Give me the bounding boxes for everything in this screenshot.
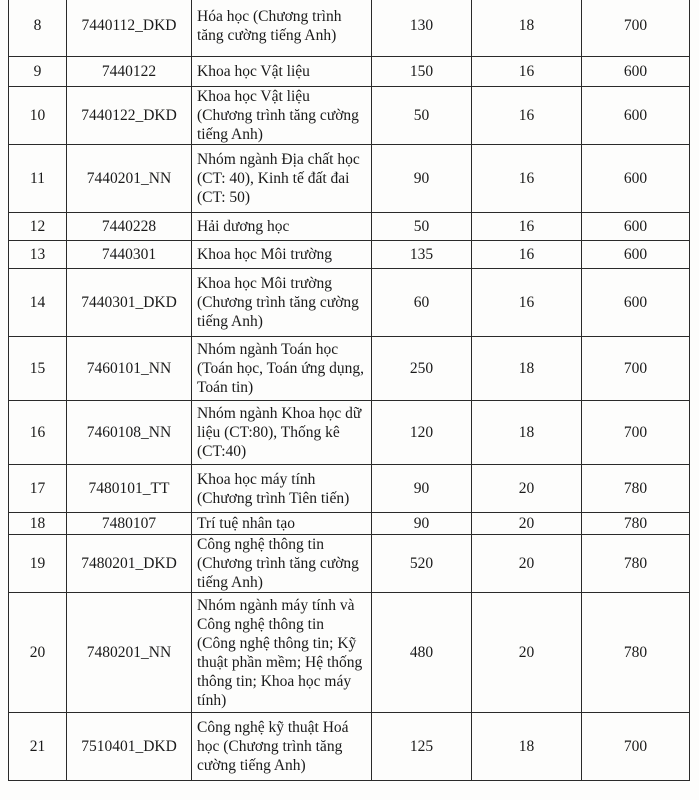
quota: 90 xyxy=(413,515,430,532)
min-score-cell xyxy=(472,535,582,593)
major-name: Khoa học máy tính (Chương trình Tiên tiến) xyxy=(197,470,350,507)
min-score: 16 xyxy=(518,246,535,263)
min-score-cell xyxy=(472,213,582,241)
major-name: Khoa học Môi trường xyxy=(197,246,332,263)
quota-cell xyxy=(372,465,472,513)
quota: 50 xyxy=(413,218,430,235)
major-code: 7440301 xyxy=(101,246,157,263)
fee-cell xyxy=(582,465,690,513)
table-row xyxy=(9,0,690,57)
table-row xyxy=(9,535,690,593)
quota: 135 xyxy=(409,246,434,263)
row-number-cell xyxy=(9,713,67,781)
major-code-cell xyxy=(67,513,192,535)
quota: 90 xyxy=(413,170,430,187)
min-score: 20 xyxy=(518,555,535,572)
table-row xyxy=(9,145,690,213)
fee-cell xyxy=(582,513,690,535)
quota: 90 xyxy=(413,480,430,497)
min-score: 18 xyxy=(518,738,535,755)
row-number: 9 xyxy=(33,63,42,80)
min-score-cell xyxy=(472,57,582,87)
major-name-cell xyxy=(192,593,372,713)
quota: 480 xyxy=(409,644,434,661)
major-name-cell xyxy=(192,145,372,213)
quota: 250 xyxy=(409,360,434,377)
fee-cell xyxy=(582,57,690,87)
major-name: Công nghệ thông tin (Chương trình tăng cường tiếng Anh) xyxy=(197,536,359,591)
row-number: 8 xyxy=(33,17,42,34)
major-name-cell xyxy=(192,0,372,57)
row-number: 21 xyxy=(29,738,46,755)
row-number-cell xyxy=(9,269,67,337)
fee: 780 xyxy=(623,555,648,572)
row-number-cell xyxy=(9,145,67,213)
min-score: 20 xyxy=(518,480,535,497)
fee: 780 xyxy=(623,515,648,532)
fee-cell xyxy=(582,241,690,269)
min-score-cell xyxy=(472,337,582,401)
row-number: 19 xyxy=(29,555,46,572)
fee: 700 xyxy=(623,424,648,441)
major-code-cell xyxy=(67,145,192,213)
row-number-cell xyxy=(9,87,67,145)
admissions-table xyxy=(8,0,690,781)
fee-cell xyxy=(582,213,690,241)
row-number-cell xyxy=(9,535,67,593)
quota-cell xyxy=(372,145,472,213)
quota-cell xyxy=(372,87,472,145)
row-number-cell xyxy=(9,241,67,269)
major-name: Khoa học Vật liệu xyxy=(197,63,310,80)
fee: 700 xyxy=(623,17,648,34)
row-number-cell xyxy=(9,57,67,87)
major-code-cell xyxy=(67,535,192,593)
quota: 125 xyxy=(409,738,434,755)
row-number: 11 xyxy=(30,170,45,187)
fee: 600 xyxy=(623,218,648,235)
row-number-cell xyxy=(9,513,67,535)
fee-cell xyxy=(582,87,690,145)
major-name-cell xyxy=(192,465,372,513)
row-number: 15 xyxy=(29,360,46,377)
major-code-cell xyxy=(67,57,192,87)
min-score-cell xyxy=(472,713,582,781)
table-body xyxy=(9,0,690,781)
major-name-cell xyxy=(192,535,372,593)
major-name: Hóa học (Chương trình tăng cường tiếng Anh) xyxy=(197,7,342,44)
row-number-cell xyxy=(9,465,67,513)
min-score-cell xyxy=(472,87,582,145)
major-code: 7440301_DKD xyxy=(81,294,177,311)
major-code: 7440112_DKD xyxy=(81,17,177,34)
major-code-cell xyxy=(67,87,192,145)
major-code-cell xyxy=(67,465,192,513)
fee-cell xyxy=(582,145,690,213)
quota-cell xyxy=(372,241,472,269)
major-code-cell xyxy=(67,269,192,337)
table-row xyxy=(9,593,690,713)
major-name: Khoa học Vật liệu (Chương trình tăng cường tiếng Anh) xyxy=(197,88,359,143)
row-number-cell xyxy=(9,593,67,713)
quota-cell xyxy=(372,535,472,593)
major-code: 7480107 xyxy=(101,515,157,532)
min-score-cell xyxy=(472,513,582,535)
major-name-cell xyxy=(192,87,372,145)
fee-cell xyxy=(582,0,690,57)
row-number: 20 xyxy=(29,644,46,661)
quota-cell xyxy=(372,401,472,465)
major-code: 7460108_NN xyxy=(86,424,172,441)
major-name: Nhóm ngành Địa chất học (CT: 40), Kinh tế đất đai (CT: 50) xyxy=(197,151,360,206)
min-score-cell xyxy=(472,145,582,213)
min-score: 20 xyxy=(518,644,535,661)
min-score-cell xyxy=(472,593,582,713)
row-number: 16 xyxy=(29,424,46,441)
major-code-cell xyxy=(67,241,192,269)
fee: 600 xyxy=(623,294,648,311)
table-row xyxy=(9,87,690,145)
quota-cell xyxy=(372,337,472,401)
row-number: 14 xyxy=(29,294,46,311)
major-code: 7460101_NN xyxy=(86,360,172,377)
major-code: 7480201_DKD xyxy=(81,555,177,572)
major-code: 7440228 xyxy=(101,218,157,235)
major-code-cell xyxy=(67,213,192,241)
row-number: 12 xyxy=(29,218,46,235)
major-code: 7510401_DKD xyxy=(81,738,177,755)
min-score-cell xyxy=(472,269,582,337)
table-row xyxy=(9,465,690,513)
fee: 780 xyxy=(623,480,648,497)
major-code: 7440122_DKD xyxy=(81,107,177,124)
major-code: 7480201_NN xyxy=(86,644,172,661)
major-name-cell xyxy=(192,513,372,535)
quota-cell xyxy=(372,213,472,241)
min-score-cell xyxy=(472,241,582,269)
quota-cell xyxy=(372,269,472,337)
quota-cell xyxy=(372,593,472,713)
min-score: 20 xyxy=(518,515,535,532)
table-row xyxy=(9,337,690,401)
major-name: Nhóm ngành Toán học (Toán học, Toán ứng dụng, Toán tin) xyxy=(197,341,364,396)
min-score: 18 xyxy=(518,424,535,441)
major-name: Hải dương học xyxy=(197,218,290,235)
fee: 700 xyxy=(623,738,648,755)
major-name: Khoa học Môi trường (Chương trình tăng cường tiếng Anh) xyxy=(197,275,359,330)
quota: 50 xyxy=(413,107,430,124)
row-number: 18 xyxy=(29,515,46,532)
min-score-cell xyxy=(472,401,582,465)
min-score: 18 xyxy=(518,360,535,377)
fee-cell xyxy=(582,535,690,593)
quota: 130 xyxy=(409,17,434,34)
major-code-cell xyxy=(67,593,192,713)
fee-cell xyxy=(582,337,690,401)
min-score: 16 xyxy=(518,107,535,124)
row-number-cell xyxy=(9,401,67,465)
quota-cell xyxy=(372,713,472,781)
quota-cell xyxy=(372,0,472,57)
row-number-cell xyxy=(9,0,67,57)
fee-cell xyxy=(582,713,690,781)
table-row xyxy=(9,269,690,337)
table-row xyxy=(9,213,690,241)
fee-cell xyxy=(582,269,690,337)
row-number-cell xyxy=(9,337,67,401)
min-score: 18 xyxy=(518,17,535,34)
major-name: Nhóm ngành máy tính và Công nghệ thông tin (Công nghệ thông tin; Kỹ thuật phần mềm; Hệ thống thông tin; Khoa học máy tính) xyxy=(197,596,363,709)
major-name-cell xyxy=(192,213,372,241)
table-row xyxy=(9,57,690,87)
row-number: 10 xyxy=(29,107,46,124)
major-name-cell xyxy=(192,401,372,465)
table-row xyxy=(9,713,690,781)
major-code: 7480101_TT xyxy=(88,480,170,497)
quota: 520 xyxy=(409,555,434,572)
major-name-cell xyxy=(192,713,372,781)
quota-cell xyxy=(372,513,472,535)
major-code-cell xyxy=(67,337,192,401)
major-code-cell xyxy=(67,401,192,465)
quota-cell xyxy=(372,57,472,87)
fee-cell xyxy=(582,593,690,713)
table-row xyxy=(9,401,690,465)
min-score: 16 xyxy=(518,170,535,187)
fee: 600 xyxy=(623,107,648,124)
row-number: 13 xyxy=(29,246,46,263)
quota: 150 xyxy=(409,63,434,80)
quota: 120 xyxy=(409,424,434,441)
min-score: 16 xyxy=(518,294,535,311)
major-code-cell xyxy=(67,713,192,781)
fee: 600 xyxy=(623,63,648,80)
table-row xyxy=(9,513,690,535)
major-name: Trí tuệ nhân tạo xyxy=(197,515,296,532)
row-number: 17 xyxy=(29,480,46,497)
major-code-cell xyxy=(67,0,192,57)
major-name-cell xyxy=(192,337,372,401)
fee: 780 xyxy=(623,644,648,661)
fee: 600 xyxy=(623,246,648,263)
major-name: Nhóm ngành Khoa học dữ liệu (CT:80), Thống kê (CT:40) xyxy=(197,405,362,460)
min-score-cell xyxy=(472,0,582,57)
major-name-cell xyxy=(192,57,372,87)
major-name: Công nghệ kỹ thuật Hoá học (Chương trình tăng cường tiếng Anh) xyxy=(197,719,349,774)
major-code: 7440201_NN xyxy=(86,170,172,187)
major-code: 7440122 xyxy=(101,63,157,80)
fee: 700 xyxy=(623,360,648,377)
major-name-cell xyxy=(192,269,372,337)
table-row xyxy=(9,241,690,269)
fee-cell xyxy=(582,401,690,465)
min-score-cell xyxy=(472,465,582,513)
major-name-cell xyxy=(192,241,372,269)
row-number-cell xyxy=(9,213,67,241)
min-score: 16 xyxy=(518,63,535,80)
min-score: 16 xyxy=(518,218,535,235)
quota: 60 xyxy=(413,294,430,311)
fee: 600 xyxy=(623,170,648,187)
